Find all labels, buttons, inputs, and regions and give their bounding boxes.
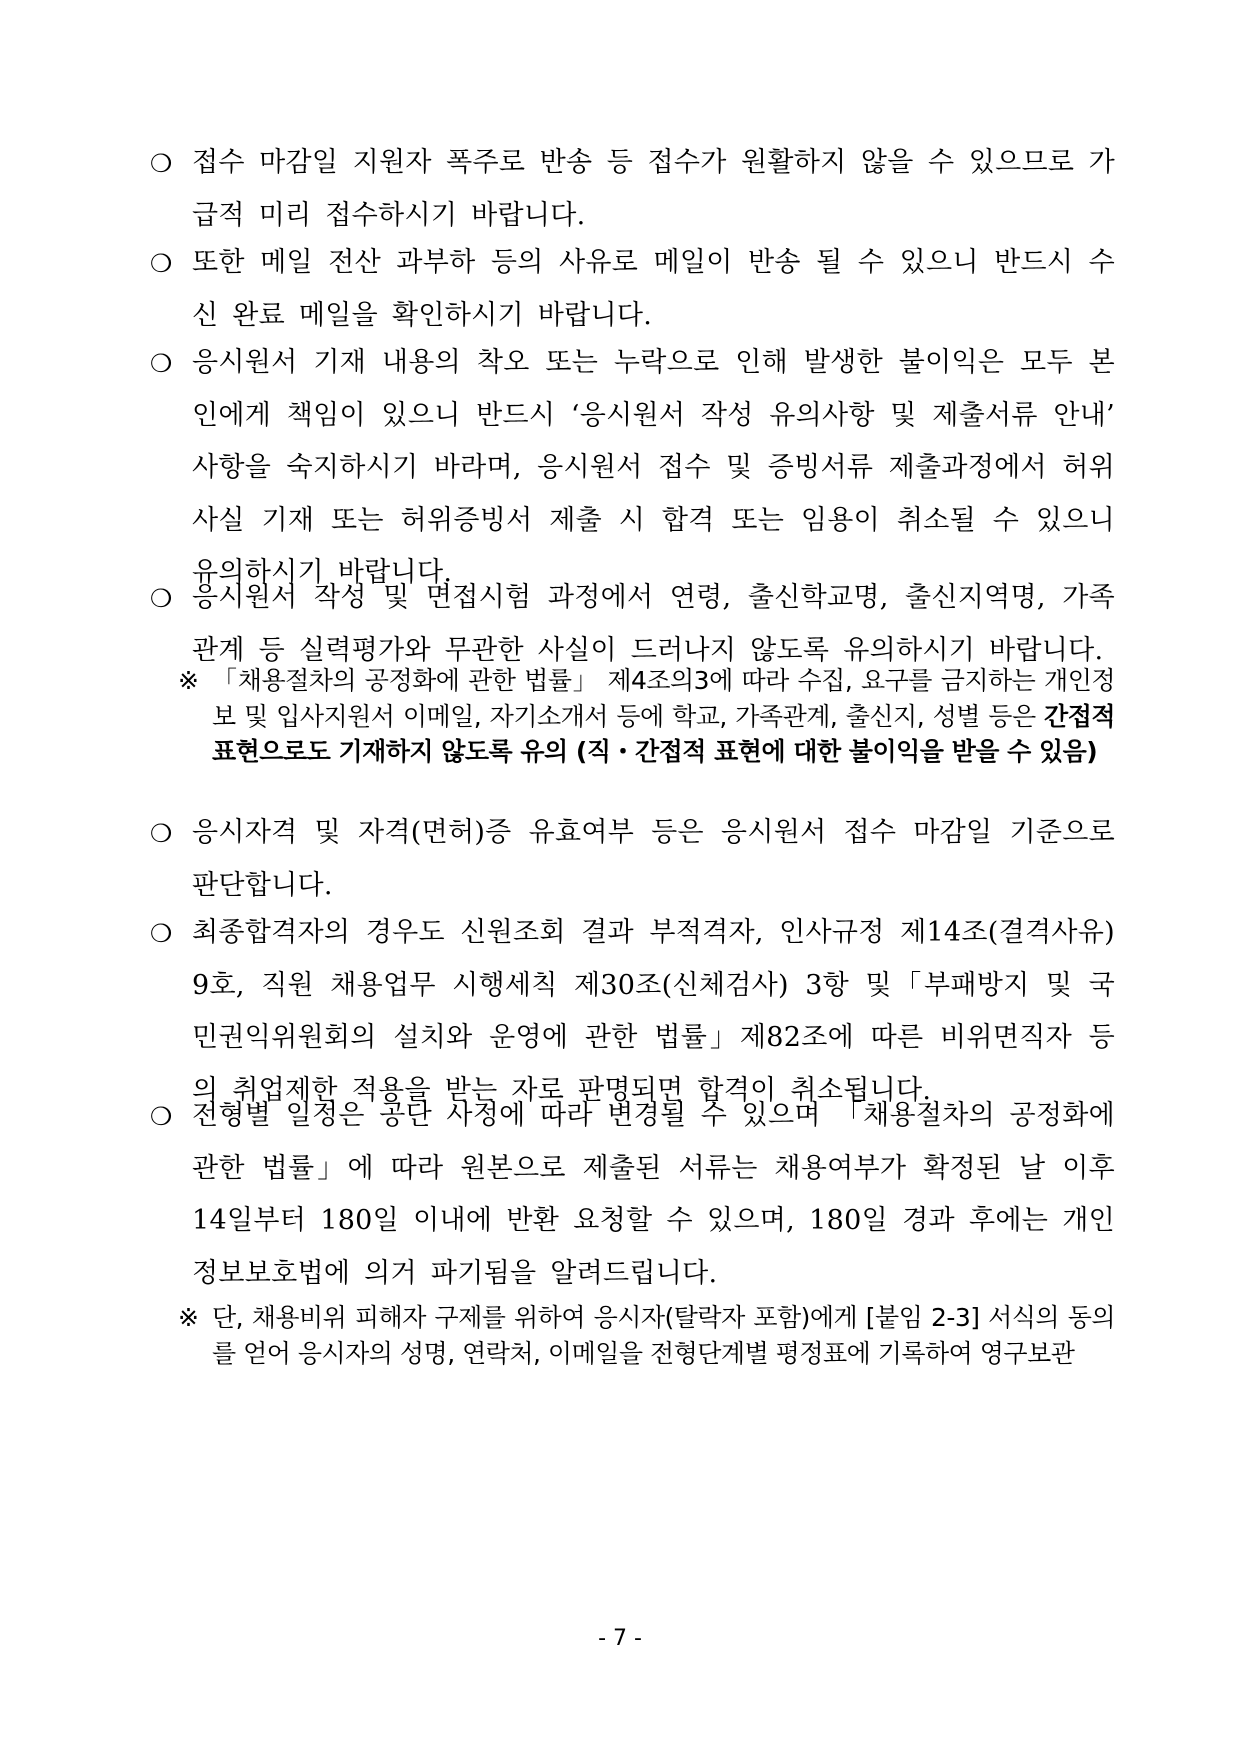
notice-text: 응시원서 작성 및 면접시험 과정에서 연령, 출신학교명, 출신지역명, 가족관계 등 실력평가와 무관한 사실이 드러나지 않도록 유의하시기 바랍니다. [192, 582, 1115, 666]
page-number: - 7 - [598, 1626, 642, 1651]
notice-text: 접수 마감일 지원자 폭주로 반송 등 접수가 원활하지 않을 수 있으므로 가급적 미리 접수하시기 바랍니다. [192, 147, 1115, 231]
note-plain-text: 「채용절차의 공정화에 관한 법률」 제4조의3에 따라 수집, 요구를 금지하는 개인정보 및 입사지원서 이메일, 자기소개서 등에 학교, 가족관계, 출신지, 성별 등은 [212, 666, 1115, 731]
circle-bullet-icon: ❍ [150, 249, 173, 278]
note-1 [178, 663, 1115, 770]
notice-item-1 [150, 137, 1115, 242]
circle-bullet-icon: ❍ [150, 819, 173, 848]
note-bold-text: 간접적 표현으로도 기재하지 않도록 유의 (직・간접적 표현에 대한 불이익을 받을 수 있음) [212, 701, 1115, 766]
notice-text: 전형별 일정은 공단 사정에 따라 변경될 수 있으며 「채용절차의 공정화에 관한 법률」에 따라 원본으로 제출된 서류는 채용여부가 확정된 날 이후 14일부터 180일 이내에 반환 요청할 수 있으며, 180일 경과 후에는 개인정보보호법에 의거 파기됨을 알려드립니다. [192, 1100, 1115, 1289]
circle-bullet-icon: ❍ [150, 349, 173, 378]
circle-bullet-icon: ❍ [150, 1102, 173, 1131]
circle-bullet-icon: ❍ [150, 584, 173, 613]
notice-text: 최종합격자의 경우도 신원조회 결과 부적격자, 인사규정 제14조(결격사유) 9호, 직원 채용업무 시행세칙 제30조(신체검사) 3항 및「부패방지 및 국민권익위원회의 설치와 운영에 관한 법률」제82조에 따른 비위면직자 등의 취업제한 적용을 받는 자로 판명되면 합격이 취소됩니다. [192, 917, 1115, 1106]
circle-bullet-icon: ❍ [150, 919, 173, 948]
notice-text: 또한 메일 전산 과부하 등의 사유로 메일이 반송 될 수 있으니 반드시 수신 완료 메일을 확인하시기 바랍니다. [192, 247, 1115, 331]
reference-mark-icon: ※ [178, 1303, 199, 1332]
notice-item-7 [150, 1090, 1115, 1300]
notice-item-5 [150, 807, 1115, 912]
notice-item-4 [150, 572, 1115, 677]
notice-item-6 [150, 907, 1115, 1117]
note-text: 단, 채용비위 피해자 구제를 위하여 응시자(탈락자 포함)에게 [붙임 2-3] 서식의 동의를 얻어 응시자의 성명, 연락처, 이메일을 전형단계별 평정표에 기록하여 영구보관 [212, 1303, 1115, 1368]
circle-bullet-icon: ❍ [150, 149, 173, 178]
notice-text: 응시원서 기재 내용의 착오 또는 누락으로 인해 발생한 불이익은 모두 본인에게 책임이 있으니 반드시 ‘응시원서 작성 유의사항 및 제출서류 안내’ 사항을 숙지하시기 바라며, 응시원서 접수 및 증빙서류 제출과정에서 허위 사실 기재 또는 허위증빙서 제출 시 합격 또는 임용이 취소될 수 있으니 유의하시기 바랍니다. [192, 347, 1115, 588]
notice-item-3 [150, 337, 1115, 600]
reference-mark-icon: ※ [178, 666, 199, 695]
note-text [212, 663, 1115, 770]
notice-text: 응시자격 및 자격(면허)증 유효여부 등은 응시원서 접수 마감일 기준으로 판단합니다. [192, 817, 1115, 901]
notice-item-2 [150, 237, 1115, 342]
note-2 [178, 1300, 1115, 1371]
